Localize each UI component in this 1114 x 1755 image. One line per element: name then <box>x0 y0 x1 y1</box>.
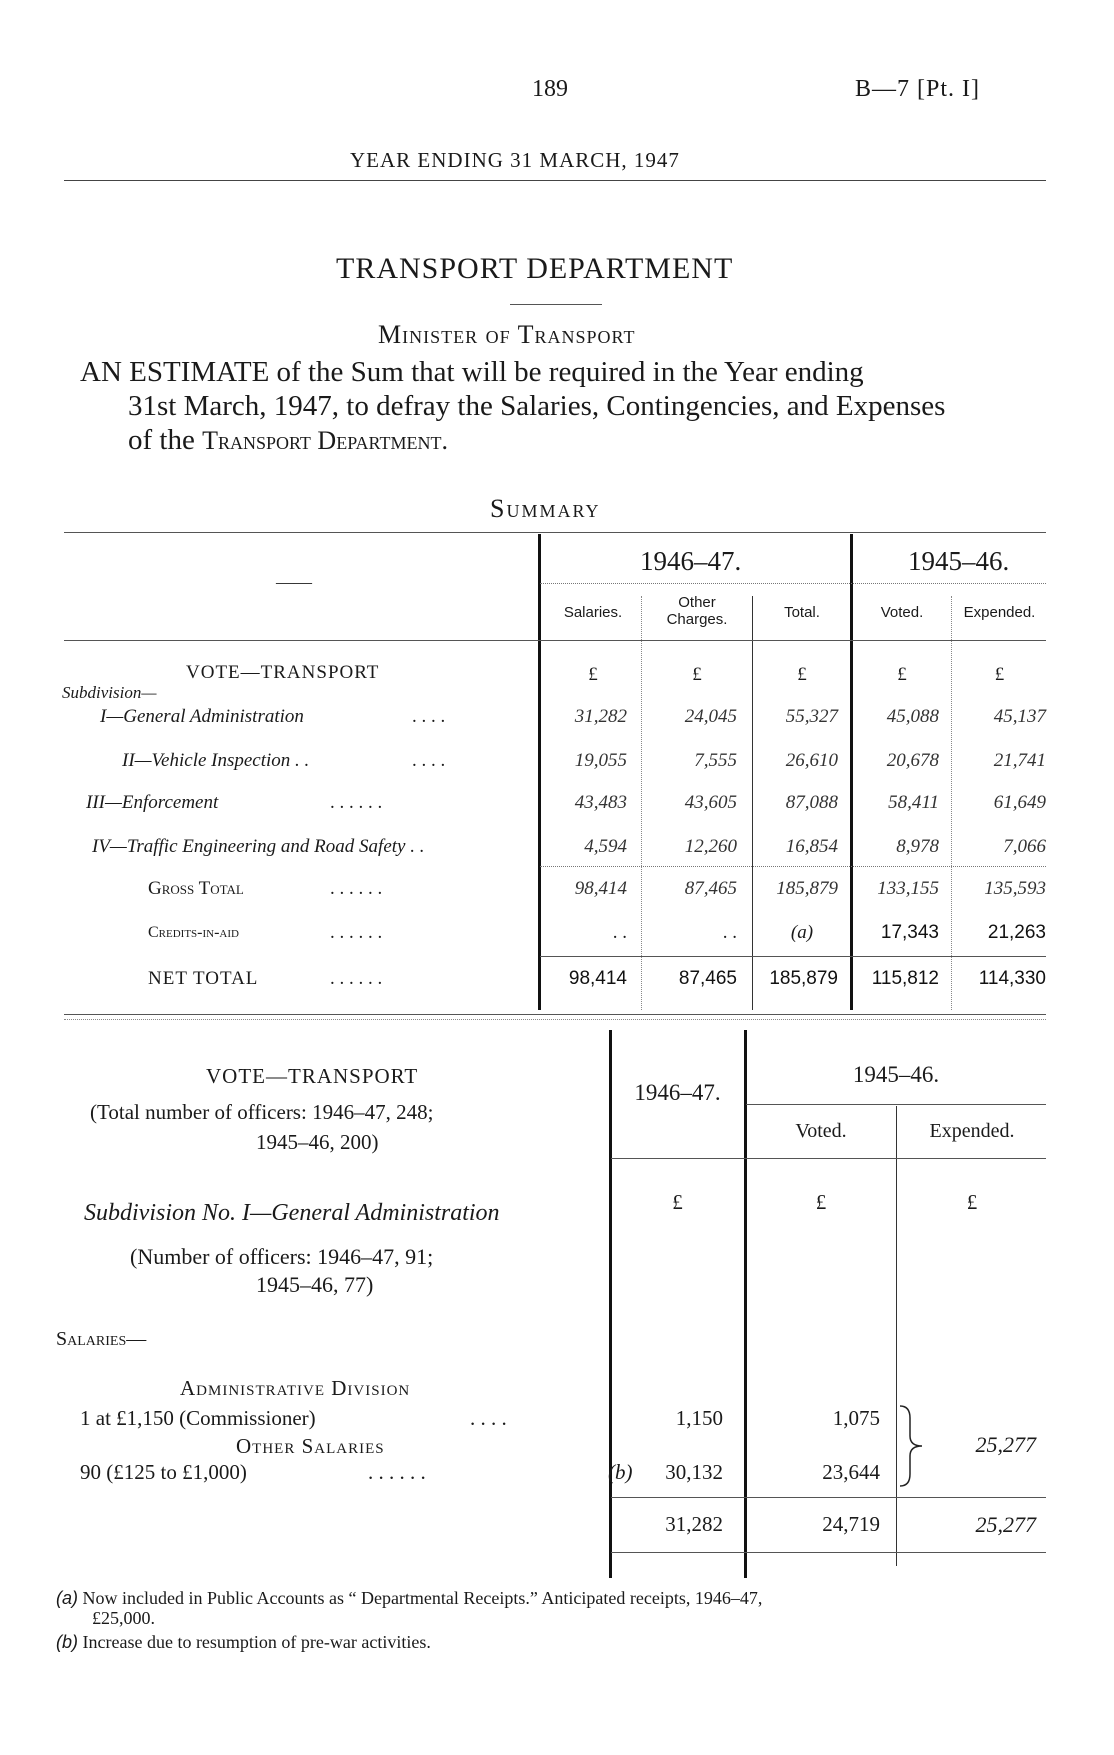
detail-total-top-rule <box>611 1497 1046 1498</box>
summary-gross-other: 87,465 <box>684 878 737 899</box>
detail-divider-label <box>609 1030 612 1578</box>
detail-vote-label: VOTE—TRANSPORT <box>206 1064 419 1088</box>
summary-row-voted: 58,411 <box>888 792 939 813</box>
summary-net-voted: 115,812 <box>871 968 939 989</box>
summary-sub-voted: Voted. <box>880 604 924 621</box>
estimate-line-3-dept: Transport Department. <box>202 426 448 455</box>
summary-divider-label <box>538 534 541 1010</box>
summary-row-salaries: 43,483 <box>574 792 627 813</box>
summary-gross-dots: . . . . . . <box>330 878 383 899</box>
summary-bottom-rule-2 <box>64 1019 1046 1020</box>
summary-pound-expended: £ <box>994 664 1005 685</box>
summary-pound-voted: £ <box>897 664 907 685</box>
summary-pound-salaries: £ <box>588 664 598 685</box>
summary-row-other: 43,605 <box>684 792 737 813</box>
detail-salaries-label: Salaries— <box>56 1328 147 1350</box>
footnote-a-mark: (a) <box>56 1588 78 1608</box>
detail-total-voted: 24,719 <box>822 1512 880 1536</box>
detail-sub-officers-line-1: (Number of officers: 1946–47, 91; <box>130 1244 434 1269</box>
summary-pound-total: £ <box>797 664 807 685</box>
detail-officers-line-2: 1945–46, 200) <box>256 1130 379 1154</box>
summary-row-expended: 7,066 <box>1003 836 1046 857</box>
summary-row-expended: 21,741 <box>993 750 1046 771</box>
detail-row1-1946: 1,150 <box>675 1406 723 1430</box>
detail-sub-voted: Voted. <box>795 1120 847 1142</box>
summary-bottom-rule <box>64 1014 1046 1015</box>
summary-net-other: 87,465 <box>678 968 737 989</box>
summary-divider-total <box>752 596 753 1010</box>
summary-net-salaries: 98,414 <box>568 968 627 989</box>
detail-col-1945: 1945–46. <box>852 1062 940 1087</box>
summary-net-dots: . . . . . . <box>330 968 383 989</box>
summary-gross-expended: 135,593 <box>984 878 1046 899</box>
footnote-a <box>56 1588 762 1609</box>
title-short-rule <box>510 304 602 305</box>
summary-row-other: 7,555 <box>694 750 737 771</box>
summary-row-expended: 61,649 <box>993 792 1046 813</box>
summary-gross-salaries: 98,414 <box>574 878 627 899</box>
summary-sub-other-1: Other <box>678 594 716 611</box>
detail-pound-expended: £ <box>966 1190 978 1214</box>
detail-col-1946: 1946–47. <box>634 1080 721 1105</box>
estimate-line-1: AN ESTIMATE of the Sum that will be required in the Year ending <box>80 356 864 388</box>
summary-pound-other: £ <box>692 664 702 685</box>
detail-row2-voted: 23,644 <box>822 1460 880 1484</box>
summary-row-other: 12,260 <box>684 836 737 857</box>
summary-row-other: 24,045 <box>684 706 737 727</box>
summary-row-label: I—General Administration <box>100 706 304 727</box>
summary-row-total: 87,088 <box>785 792 838 813</box>
header-rule <box>64 180 1046 181</box>
footnote-a-continued: £25,000. <box>92 1608 155 1628</box>
detail-brace-expended: 25,277 <box>975 1432 1036 1457</box>
summary-credits-salaries: . . <box>612 922 627 943</box>
detail-row1-voted: 1,075 <box>832 1406 880 1430</box>
summary-row-label: II—Vehicle Inspection . . <box>122 750 310 771</box>
summary-row-dots: . . . . <box>412 750 446 771</box>
summary-row-voted: 45,088 <box>886 706 939 727</box>
summary-credits-total: (a) <box>790 922 814 943</box>
detail-1945-underline <box>746 1104 1046 1105</box>
minister-line: Minister of Transport <box>378 320 636 349</box>
summary-net-total: 185,879 <box>769 968 838 989</box>
detail-row1-label: 1 at £1,150 (Commissioner) <box>80 1406 316 1430</box>
detail-divider-years <box>744 1030 747 1578</box>
footnote-b <box>56 1632 431 1653</box>
detail-bottom-rule <box>611 1552 1046 1553</box>
year-ending-line: YEAR ENDING 31 MARCH, 1947 <box>350 148 680 172</box>
summary-vote-label: VOTE—TRANSPORT <box>186 662 380 683</box>
summary-gross-label: Gross Total <box>148 878 244 899</box>
detail-row1-dots: . . . . <box>470 1406 507 1430</box>
summary-row-voted: 8,978 <box>896 836 939 857</box>
summary-top-rule <box>64 532 1046 533</box>
detail-subdivision: Subdivision No. I—General Administration <box>84 1200 500 1226</box>
summary-row-expended: 45,137 <box>993 706 1046 727</box>
page-number: 189 <box>532 76 568 102</box>
detail-total-expended: 25,277 <box>975 1512 1036 1537</box>
summary-sub-total: Total. <box>784 604 820 621</box>
summary-dash: —— <box>276 572 312 592</box>
estimate-line-2: 31st March, 1947, to defray the Salaries, Contingencies, and Expenses <box>128 390 946 422</box>
detail-pound-voted: £ <box>815 1190 827 1214</box>
summary-credits-label: Credits-in-aid <box>148 924 239 941</box>
footnote-b-text: Increase due to resumption of pre-war activities. <box>82 1632 431 1652</box>
summary-col-1946: 1946–47. <box>640 546 742 576</box>
summary-subheader-rule <box>540 583 1046 584</box>
summary-credits-voted: 17,343 <box>880 922 939 943</box>
summary-net-expended: 114,330 <box>978 968 1046 989</box>
summary-credits-other: . . <box>722 922 737 943</box>
detail-pound-1946: £ <box>672 1190 683 1214</box>
summary-divider-other <box>641 596 642 1010</box>
summary-sub-expended: Expended. <box>963 604 1036 621</box>
summary-row-label: IV—Traffic Engineering and Road Safety . . <box>92 836 425 857</box>
summary-header-bottom-rule <box>64 640 1046 641</box>
summary-gross-voted: 133,155 <box>877 878 939 899</box>
estimate-line-3-prefix: of the <box>128 424 203 456</box>
summary-net-label: NET TOTAL <box>148 968 259 989</box>
summary-gross-top-rule <box>540 866 1046 867</box>
summary-row-total: 55,327 <box>785 706 838 727</box>
summary-row-salaries: 19,055 <box>574 750 627 771</box>
summary-sub-salaries: Salaries. <box>563 604 623 621</box>
summary-col-1945: 1945–46. <box>908 546 1010 576</box>
detail-officers-line-1: (Total number of officers: 1946–47, 248; <box>90 1100 434 1124</box>
footnote-b-mark: (b) <box>56 1632 78 1652</box>
detail-row2-dots: . . . . . . <box>368 1460 426 1484</box>
summary-sub-other-2: Charges. <box>666 611 728 628</box>
document-reference: B—7 [Pt. I] <box>855 76 980 102</box>
detail-row2-note: (b) <box>608 1460 633 1484</box>
summary-row-salaries: 31,282 <box>574 706 627 727</box>
footnote-a-text: Now included in Public Accounts as “ Departmental Receipts.” Anticipated receipts, 1946–47, <box>82 1588 763 1608</box>
detail-other-salaries: Other Salaries <box>236 1434 385 1458</box>
summary-row-voted: 20,678 <box>886 750 939 771</box>
detail-sub-expended: Expended. <box>929 1120 1015 1142</box>
detail-header-bottom-rule <box>611 1158 1046 1159</box>
summary-row-salaries: 4,594 <box>584 836 627 857</box>
detail-row2-1946: 30,132 <box>665 1460 723 1484</box>
estimate-line-3 <box>128 424 448 457</box>
summary-row-total: 26,610 <box>785 750 838 771</box>
detail-total-1946: 31,282 <box>665 1512 723 1536</box>
summary-net-top-rule <box>540 956 1046 957</box>
summary-row-dots: . . . . . . <box>330 792 383 813</box>
department-title: TRANSPORT DEPARTMENT <box>336 252 734 285</box>
summary-credits-dots: . . . . . . <box>330 922 383 943</box>
summary-heading: Summary <box>490 494 601 523</box>
summary-row-total: 16,854 <box>785 836 838 857</box>
summary-row-label: III—Enforcement <box>86 792 219 813</box>
detail-row2-label: 90 (£125 to £1,000) <box>80 1460 247 1484</box>
detail-sub-officers-line-2: 1945–46, 77) <box>256 1272 374 1297</box>
detail-admin-division: Administrative Division <box>180 1376 411 1400</box>
summary-row-dots: . . . . <box>412 706 446 727</box>
summary-gross-total: 185,879 <box>776 878 838 899</box>
summary-credits-expended: 21,263 <box>987 922 1046 943</box>
summary-divider-expended <box>951 596 952 1010</box>
summary-subdivision-label: Subdivision— <box>62 683 157 702</box>
